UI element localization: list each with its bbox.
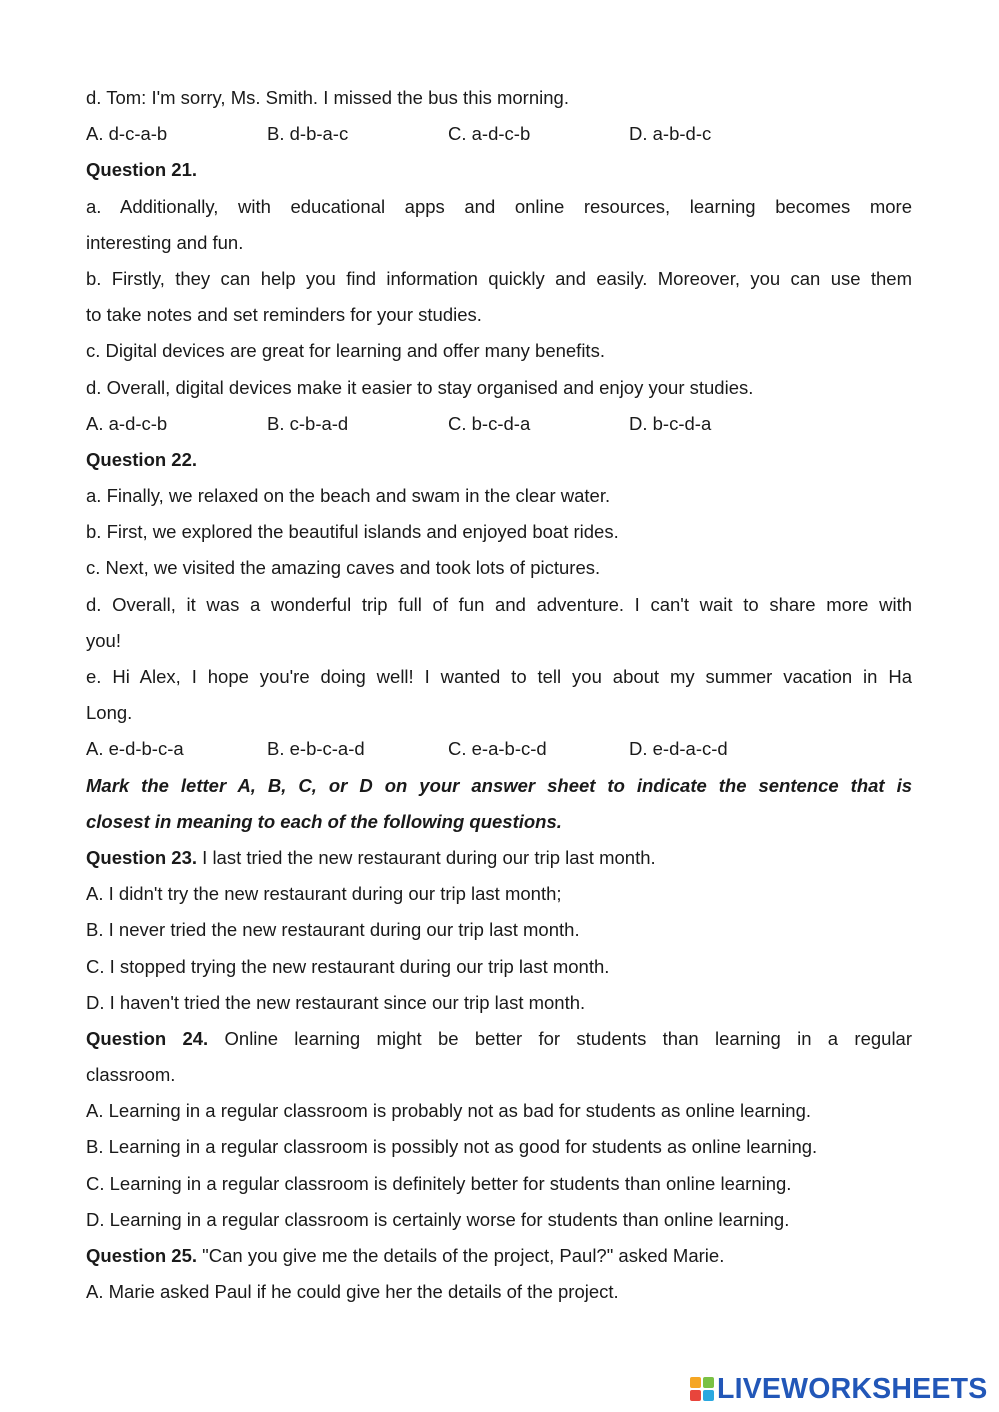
q23-option-c[interactable]: C. I stopped trying the new restaurant during our trip last month. (86, 955, 610, 977)
q24-stem-line2: classroom. (86, 1064, 176, 1086)
instruction-line2: closest in meaning to each of the following questions. (86, 810, 562, 832)
logo-tile-1 (690, 1377, 701, 1388)
prev-options (86, 116, 912, 152)
q22-sentence-e-line1: e. Hi Alex, I hope you're doing well! I wanted to tell you about my summer vacation in Ha (86, 666, 912, 687)
option-b[interactable]: B. c-b-a-d (267, 412, 349, 434)
option-c[interactable]: C. b-c-d-a (448, 412, 531, 434)
q23-stem-text: I last tried the new restaurant during our trip last month. (197, 846, 656, 868)
logo-tile-3 (690, 1390, 701, 1401)
q22-sentence-c: c. Next, we visited the amazing caves and took lots of pictures. (86, 557, 601, 579)
q24-option-b[interactable]: B. Learning in a regular classroom is possibly not as good for students as online learning. (86, 1136, 818, 1158)
q21-sentence-c: c. Digital devices are great for learning and offer many benefits. (86, 340, 605, 362)
option-b[interactable]: B. e-b-c-a-d (267, 738, 365, 760)
q24-option-a[interactable]: A. Learning in a regular classroom is probably not as bad for students as online learning. (86, 1100, 812, 1122)
logo-tile-4 (703, 1390, 714, 1401)
question-21-title: Question 21. (86, 159, 198, 181)
q21-options (86, 406, 912, 442)
question-25-stem (86, 1238, 912, 1274)
q24-option-d[interactable]: D. Learning in a regular classroom is certainly worse for students than online learning. (86, 1208, 790, 1230)
q25-option-a[interactable]: A. Marie asked Paul if he could give her the details of the project. (86, 1281, 619, 1303)
q23-option-d[interactable]: D. I haven't tried the new restaurant since our trip last month. (86, 991, 586, 1013)
question-22-title: Question 22. (86, 448, 198, 470)
option-a[interactable]: A. a-d-c-b (86, 412, 168, 434)
option-d[interactable]: D. e-d-a-c-d (629, 738, 728, 760)
question-25-title: Question 25. (86, 1245, 198, 1266)
worksheet-content (86, 80, 912, 1310)
option-d[interactable]: D. b-c-d-a (629, 412, 712, 434)
instruction-line1: Mark the letter A, B, C, or D on your answer sheet to indicate the sentence that is (86, 774, 912, 796)
question-24-stem-line1 (86, 1021, 912, 1057)
liveworksheets-logo (690, 1372, 987, 1406)
q24-stem-text: Online learning might be better for students than learning in a regular (224, 1027, 912, 1049)
q22-sentence-e-line2: Long. (86, 702, 133, 724)
q22-sentence-b: b. First, we explored the beautiful islands and enjoyed boat rides. (86, 521, 619, 543)
q23-option-a[interactable]: A. I didn't try the new restaurant during our trip last month; (86, 883, 562, 905)
option-a[interactable]: A. d-c-a-b (86, 123, 168, 145)
q22-sentence-d-line1: d. Overall, it was a wonderful trip full of fun and adventure. I can't wait to share more with (86, 593, 912, 615)
q23-option-b[interactable]: B. I never tried the new restaurant during our trip last month. (86, 919, 580, 941)
option-a[interactable]: A. e-d-b-c-a (86, 738, 184, 760)
q24-option-c[interactable]: C. Learning in a regular classroom is definitely better for students than online learning. (86, 1172, 792, 1194)
prev-line-d: d. Tom: I'm sorry, Ms. Smith. I missed the bus this morning. (86, 87, 569, 108)
q22-sentence-d-line2: you! (86, 629, 121, 651)
q21-sentence-b-line1: b. Firstly, they can help you find information quickly and easily. Moreover, you can use them (86, 267, 912, 289)
q22-sentence-a: a. Finally, we relaxed on the beach and swam in the clear water. (86, 485, 611, 507)
q21-sentence-a-line1: a. Additionally, with educational apps and online resources, learning becomes more (86, 195, 912, 217)
q21-sentence-b-line2: to take notes and set reminders for your studies. (86, 304, 482, 326)
liveworksheets-logo-icon (690, 1377, 714, 1401)
option-c[interactable]: C. e-a-b-c-d (448, 738, 547, 760)
q21-sentence-d: d. Overall, digital devices make it easier to stay organised and enjoy your studies. (86, 376, 754, 398)
question-23-stem (86, 840, 912, 876)
question-24-title: Question 24. (86, 1027, 209, 1049)
option-d[interactable]: D. a-b-d-c (629, 123, 712, 145)
option-b[interactable]: B. d-b-a-c (267, 123, 349, 145)
q21-sentence-a-line2: interesting and fun. (86, 231, 244, 253)
question-23-title: Question 23. (86, 846, 198, 868)
logo-text: LIVEWORKSHEETS (717, 1372, 988, 1405)
q22-options (86, 731, 912, 767)
q25-stem-text: "Can you give me the details of the project, Paul?" asked Marie. (197, 1245, 725, 1266)
option-c[interactable]: C. a-d-c-b (448, 123, 531, 145)
logo-tile-2 (703, 1377, 714, 1388)
